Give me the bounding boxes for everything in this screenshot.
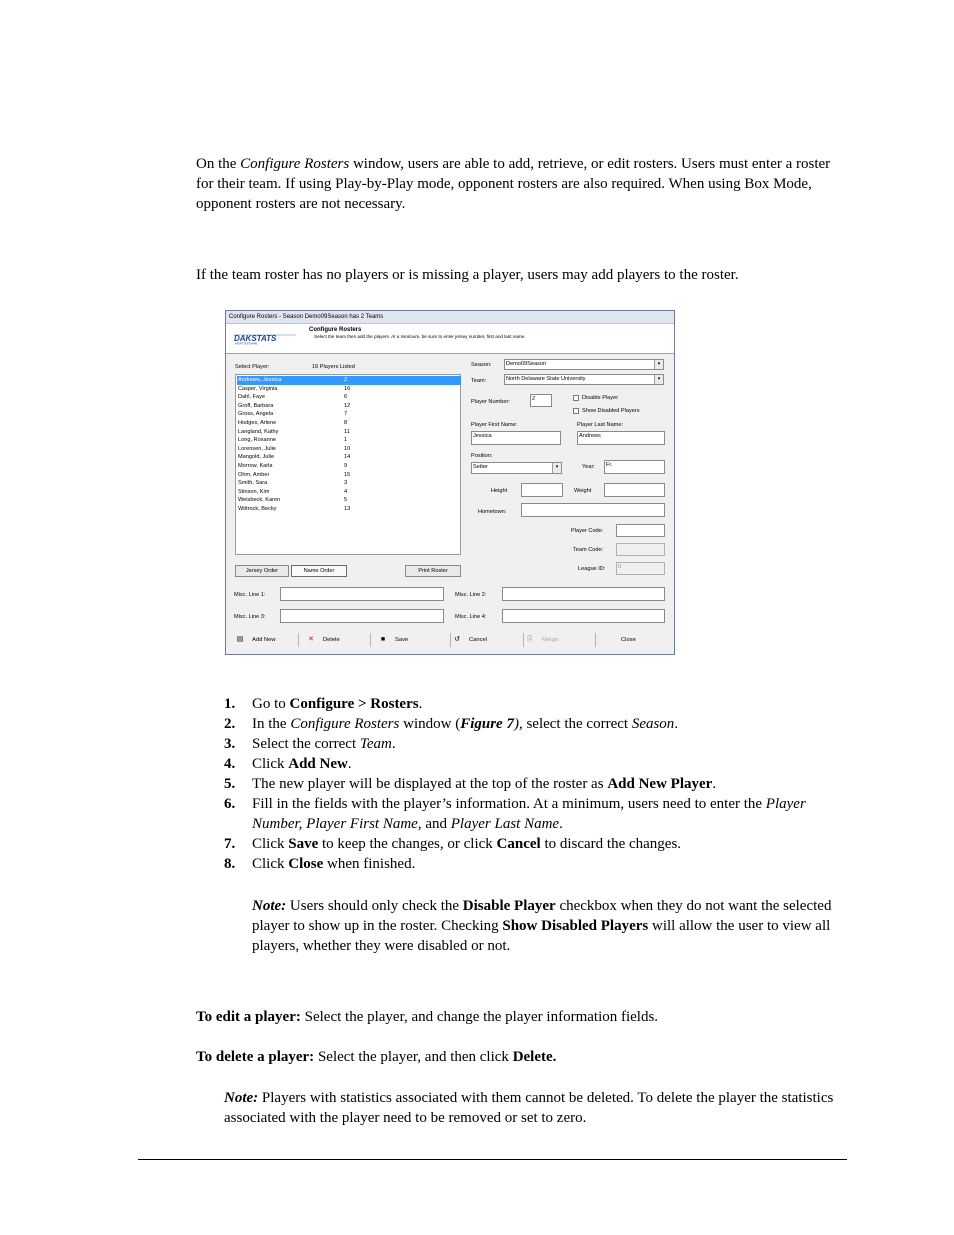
- show-disabled-players-checkbox[interactable]: [573, 408, 579, 414]
- name-order-button[interactable]: Name Order: [291, 565, 347, 577]
- cancel-button[interactable]: ↺ Cancel: [453, 633, 487, 647]
- height-field[interactable]: [521, 483, 563, 497]
- misc-line-4-label: Misc. Line 4:: [455, 614, 487, 620]
- text-run: to discard the changes.: [540, 836, 682, 852]
- team-code-label: Team Code:: [573, 547, 604, 553]
- disable-player-checkbox[interactable]: [573, 395, 579, 401]
- jersey-number: 2: [344, 377, 348, 383]
- step-number: 7.: [224, 836, 236, 852]
- text-run: Select the player, and then click: [314, 1049, 513, 1065]
- hometown-field[interactable]: [521, 503, 665, 517]
- player-list-row[interactable]: [237, 471, 461, 480]
- player-list-row[interactable]: [237, 393, 461, 402]
- jersey-number: 4: [344, 488, 348, 495]
- text-run: Configure Rosters: [290, 716, 400, 732]
- step-number: 5.: [224, 776, 236, 792]
- player-list-row[interactable]: [237, 453, 461, 462]
- text-run: Show Disabled Players: [502, 918, 649, 934]
- text-run: Select the player, and change the player information fields.: [300, 1009, 659, 1025]
- player-list-row[interactable]: [237, 479, 461, 488]
- jersey-number: 11: [344, 428, 350, 435]
- intro-paragraph: On the Configure Rosters window, users are able to add, retrieve, or edit rosters. Users must enter a roster for their team. If using Play-by-Play mode, opponent rosters are also required. When using Box Mode, opponent rosters are not necessary.: [196, 156, 831, 212]
- first-name-label: Player First Name:: [471, 422, 518, 428]
- text-run: .: [559, 816, 563, 832]
- player-list-row[interactable]: [237, 428, 461, 437]
- disable-player-label: Disable Player: [582, 395, 619, 401]
- text-run: Player Number, Player First Name: [252, 796, 806, 832]
- logo-subtitle: SPORT SOFTWARE: [235, 342, 258, 345]
- last-name-label: Player Last Name:: [577, 422, 624, 428]
- player-list-row[interactable]: [237, 419, 461, 428]
- delete-x-icon: ✕: [308, 636, 314, 643]
- chevron-down-icon: ▾: [654, 360, 663, 369]
- text-run: Disable Player: [462, 898, 556, 914]
- text-run: The new player will be displayed at the top of the roster as: [252, 776, 608, 792]
- jersey-number: 5: [344, 497, 348, 504]
- position-select[interactable]: Setter ▾: [471, 462, 562, 474]
- text-run: checkbox when they do not want the selected player to show up in the roster. Checking: [252, 898, 832, 934]
- close-button[interactable]: Close: [621, 637, 636, 643]
- window-title: Configure Rosters - Season Demo09Season has 2 Teams: [229, 314, 384, 320]
- text-run: , and: [417, 816, 451, 832]
- jersey-number: 8: [344, 420, 348, 426]
- header-subtitle: Select the team then add the players. At a minimum, be sure to enter jersey number, first and last name.: [314, 334, 526, 339]
- player-list-row[interactable]: [237, 376, 461, 385]
- toolbar-divider: [450, 633, 451, 647]
- player-name: Lorensen, Julie: [238, 445, 276, 452]
- player-list-row[interactable]: [237, 445, 461, 454]
- player-name: Morrow, Karla: [238, 463, 273, 469]
- note-disable-player: [252, 896, 838, 956]
- text-run: Select the correct: [252, 736, 360, 752]
- misc-line-1-label: Misc. Line 1:: [234, 592, 266, 598]
- jersey-number: 12: [344, 402, 351, 409]
- step-number: 3.: [224, 736, 236, 752]
- logo-wordmark: DAKSTATS: [234, 334, 277, 343]
- text-run: window (: [399, 716, 461, 732]
- show-disabled-players-label: Show Disabled Players: [582, 408, 640, 414]
- text-run: will allow the user to view all players, whether they were disabled or not.: [252, 918, 831, 954]
- player-list[interactable]: [235, 374, 461, 555]
- add-players-paragraph: If the team roster has no players or is missing a player, users may add players to the roster.: [196, 267, 739, 283]
- text-run: Add New Player: [607, 776, 713, 792]
- jersey-number: 6: [344, 394, 348, 401]
- jersey-number: 3: [344, 480, 348, 487]
- player-list-row[interactable]: [237, 488, 461, 497]
- chevron-down-icon: ▾: [552, 463, 561, 473]
- print-roster-button[interactable]: Print Roster: [405, 565, 461, 577]
- text-run: To delete a player:: [196, 1049, 315, 1065]
- list-item: [224, 714, 844, 734]
- list-item: [224, 774, 844, 794]
- player-name: Stinson, Kim: [238, 488, 270, 495]
- steps-list: [224, 694, 844, 874]
- step-number: 2.: [224, 716, 236, 732]
- player-list-row[interactable]: [237, 496, 461, 505]
- year-field[interactable]: Fr.: [604, 460, 665, 474]
- text-run: when finished.: [323, 856, 416, 872]
- weight-label: Weight: [574, 488, 592, 494]
- text-run: Figure 7: [460, 716, 514, 732]
- text-run: Cancel: [496, 836, 541, 852]
- jersey-number: 1: [344, 437, 348, 444]
- player-name: Groff, Barbara: [238, 402, 274, 409]
- text-run: .: [674, 716, 679, 732]
- list-item: [224, 834, 844, 854]
- team-code-field: [616, 543, 665, 556]
- text-run: Users should only check the: [286, 898, 463, 914]
- player-list-row[interactable]: [237, 436, 461, 445]
- list-item: [224, 734, 844, 754]
- text-run: select the correct: [522, 716, 632, 732]
- list-item: [224, 754, 844, 774]
- player-name: Hodges, Arlene: [238, 420, 277, 426]
- text-run: Note:: [224, 1090, 259, 1106]
- player-list-row[interactable]: [237, 385, 461, 394]
- text-run: In the: [252, 716, 291, 732]
- misc-line-3-field[interactable]: [280, 609, 444, 623]
- season-select[interactable]: Demo09Season ▾: [504, 359, 664, 370]
- jersey-number: 9: [344, 463, 348, 469]
- configure-rosters-window: [225, 310, 675, 655]
- misc-line-2-label: Misc. Line 2:: [455, 592, 487, 598]
- undo-icon: ↺: [454, 636, 460, 643]
- merge-button: ⎘ Merge: [526, 633, 558, 647]
- step-number: 4.: [224, 756, 236, 772]
- player-code-label: Player Code:: [571, 528, 604, 534]
- dakstats-logo: [232, 333, 298, 345]
- jersey-number: 14: [344, 454, 351, 461]
- delete-player-paragraph: [196, 1047, 846, 1067]
- footer-rule: [138, 1159, 847, 1160]
- player-name: Mangold, Julie: [238, 454, 275, 461]
- team-label: Team:: [471, 378, 487, 384]
- toolbar-divider: [370, 633, 371, 647]
- player-name: Andrews, Jessica: [238, 377, 282, 383]
- player-number-label: Player Number:: [471, 399, 510, 405]
- team-select[interactable]: North Delaware State University ▾: [504, 374, 664, 385]
- text-run: .: [391, 736, 396, 752]
- player-list-row[interactable]: [237, 402, 461, 411]
- toolbar-divider: [595, 633, 596, 647]
- misc-line-2-field[interactable]: [502, 587, 665, 601]
- misc-line-1-field[interactable]: [280, 587, 444, 601]
- add-page-icon: ▤: [236, 636, 244, 643]
- jersey-order-button[interactable]: Jersey Order: [235, 565, 289, 577]
- text-run: Note:: [252, 898, 287, 914]
- text-run: Add New: [288, 756, 348, 772]
- merge-icon: ⎘: [527, 636, 533, 643]
- misc-line-3-label: Misc. Line 3:: [234, 614, 266, 620]
- text-run: .: [418, 696, 423, 712]
- text-run: Players with statistics associated with them cannot be deleted. To delete the player the statistics associated with the player need to be removed or set to zero.: [224, 1090, 834, 1126]
- edit-player-paragraph: [196, 1007, 846, 1027]
- weight-field[interactable]: [604, 483, 665, 497]
- toolbar-divider: [523, 633, 524, 647]
- player-name: Casper, Virginia: [238, 385, 278, 392]
- step-number: 6.: [224, 796, 236, 812]
- list-item: [224, 854, 844, 874]
- league-id-label: League ID:: [578, 566, 606, 572]
- misc-line-4-field[interactable]: [502, 609, 665, 623]
- text-run: Team: [359, 736, 392, 752]
- note-delete-statistics: [224, 1088, 838, 1128]
- window-titlebar: [226, 311, 674, 324]
- player-name: Dahl, Faye: [238, 394, 266, 401]
- jersey-number: 7: [344, 411, 348, 418]
- height-label: Height: [491, 488, 508, 494]
- player-list-row[interactable]: [237, 410, 461, 419]
- chevron-down-icon: ▾: [654, 375, 663, 384]
- player-list-row[interactable]: [237, 505, 461, 514]
- jersey-number: 13: [344, 506, 351, 512]
- player-name: Ohm, Amber: [238, 471, 270, 478]
- text-run: Close: [288, 856, 324, 872]
- league-id-field: 0: [616, 562, 665, 575]
- text-run: Delete.: [512, 1049, 557, 1065]
- text-run: To edit a player:: [196, 1009, 301, 1025]
- player-code-field[interactable]: [616, 524, 665, 537]
- dialog-header: [226, 324, 674, 354]
- list-item: [224, 794, 844, 834]
- floppy-disk-icon: ■: [380, 636, 386, 643]
- step-number: 8.: [224, 856, 236, 872]
- text-run: Configure > Rosters: [289, 696, 419, 712]
- position-label: Position:: [471, 453, 493, 459]
- jersey-number: 10: [344, 445, 351, 452]
- player-name: Langland, Kathy: [238, 428, 279, 435]
- player-list-row[interactable]: [237, 462, 461, 471]
- text-run: Fill in the fields with the player’s information. At a minimum, users need to enter the: [252, 796, 766, 812]
- text-run: .: [712, 776, 717, 792]
- list-item: [224, 694, 844, 714]
- step-number: 1.: [224, 696, 236, 712]
- toolbar-divider: [298, 633, 299, 647]
- text-run: Click: [252, 836, 289, 852]
- jersey-number: 15: [344, 471, 351, 478]
- player-name: Long, Roxanne: [238, 437, 276, 444]
- last-name-field[interactable]: Andrews: [577, 431, 665, 445]
- text-run: .: [347, 756, 352, 772]
- player-name: Gross, Angela: [238, 411, 274, 418]
- players-listed-count: 16 Players Listed: [312, 364, 355, 370]
- season-label: Season:: [471, 362, 492, 368]
- player-name: Smith, Sara: [238, 480, 268, 487]
- player-name: Weisbeck, Karen: [238, 497, 281, 504]
- text-run: Go to: [252, 696, 290, 712]
- year-label: Year:: [582, 464, 595, 470]
- text-run: Player Last Name: [450, 816, 560, 832]
- header-title: Configure Rosters: [309, 327, 362, 333]
- save-button[interactable]: ■ Save: [379, 633, 408, 647]
- delete-button[interactable]: ✕ Delete: [307, 633, 340, 647]
- hometown-label: Hometown:: [478, 509, 507, 515]
- player-name: Wittrock, Becky: [238, 506, 277, 512]
- text-run: ),: [513, 716, 523, 732]
- text-run: to keep the changes, or click: [318, 836, 497, 852]
- jersey-number: 16: [344, 385, 351, 392]
- add-new-button[interactable]: ▤ Add New: [236, 633, 276, 647]
- text-run: Click: [252, 856, 289, 872]
- text-run: Save: [288, 836, 319, 852]
- select-player-label: Select Player:: [235, 364, 270, 370]
- player-number-field[interactable]: 2: [530, 394, 552, 407]
- first-name-field[interactable]: Jessica: [471, 431, 561, 445]
- text-run: Click: [252, 756, 289, 772]
- text-run: Season: [631, 716, 675, 732]
